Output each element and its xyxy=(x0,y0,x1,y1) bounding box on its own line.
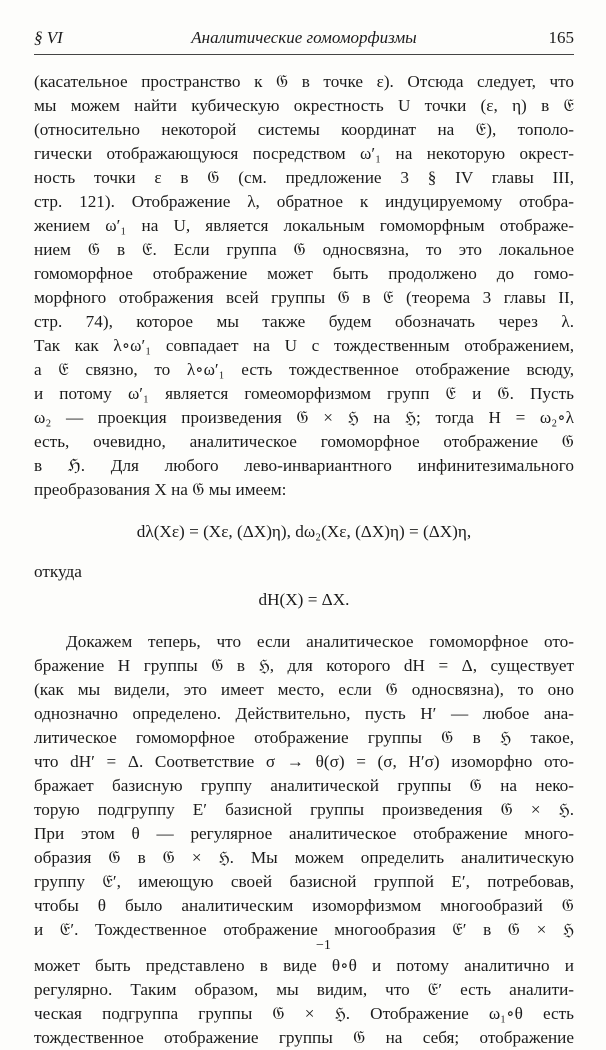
text-line: ω₂ — проекция произведения 𝔊 × ℌ на ℌ; тогда H = ω₂∘λ xyxy=(34,408,574,427)
text-line: тождественное отображение группы 𝔊 на себя; отображение xyxy=(34,1028,574,1047)
section-number: § VI xyxy=(34,28,63,47)
text-line: мы можем найти кубическую окрестность U точки (ε, η) в 𝔈 xyxy=(34,96,574,115)
text-line: При этом θ — регулярное аналитическое отображение много- xyxy=(34,824,574,843)
text-line: откуда xyxy=(34,562,82,581)
text-line: а 𝔈 связно, то λ∘ω′₁ есть тождественное отображение всюду, xyxy=(34,360,574,379)
text-line: гомоморфное отображение может быть продолжено до гомо- xyxy=(34,264,574,283)
text-line: (относительно некоторой системы координат на 𝔈), тополо- xyxy=(34,120,574,139)
text-line: торую подгруппу E′ базисной группы произведения 𝔊 × ℌ. xyxy=(34,800,574,819)
chapter-title: Аналитические гомоморфизмы xyxy=(191,28,417,47)
text-line: и 𝔈′. Тождественное отображение многообразия 𝔈′ в 𝔊 × ℌ xyxy=(34,920,574,939)
text-line: может быть представлено в виде θ∘θ и потому аналитично и xyxy=(34,956,574,975)
text-line: есть, очевидно, аналитическое гомоморфное отображение 𝔊 xyxy=(34,432,574,451)
text-line: Докажем теперь, что если аналитическое гомоморфное ото- xyxy=(66,632,574,651)
text-line: чтобы θ было аналитическим изоморфизмом многообразий 𝔊 xyxy=(34,896,574,915)
text-line: и потому ω′₁ является гомеоморфизмом групп 𝔈 и 𝔊. Пусть xyxy=(34,384,574,403)
text-line: образия 𝔊 в 𝔊 × ℌ. Мы можем определить аналитическую xyxy=(34,848,574,867)
formula-display: dH(X) = ΔX. xyxy=(258,590,350,609)
text-line: (как мы видели, это имеет место, если 𝔊 односвязна), то оно xyxy=(34,680,574,699)
text-line: ческая подгруппа группы 𝔊 × ℌ. Отображение ω₁∘θ есть xyxy=(34,1004,574,1023)
text-line: группу 𝔈′, имеющую своей базисной группой E′, потребовав, xyxy=(34,872,574,891)
text-line: в ℌ. Для любого лево-инвариантного инфинитезимального xyxy=(34,456,574,475)
text-line: бражение H группы 𝔊 в ℌ, для которого dH = Δ, существует xyxy=(34,656,574,675)
text-line: стр. 121). Отображение λ, обратное к индуцируемому отобра- xyxy=(34,192,574,211)
text-line: (касательное пространство к 𝔊 в точке ε). Отсюда следует, что xyxy=(34,72,574,91)
text-line: однозначно определено. Действительно, пусть H′ — любое ана- xyxy=(34,704,574,723)
page-number: 165 xyxy=(548,28,574,47)
text-line: Так как λ∘ω′₁ совпадает на U с тождественным отображением, xyxy=(34,336,574,355)
text-line: нием 𝔊 в 𝔈. Если группа 𝔊 односвязна, то это локальное xyxy=(34,240,574,259)
text-line: стр. 74), которое мы также будем обозначать через λ. xyxy=(34,312,574,331)
text-line: ность точки ε в 𝔊 (см. предложение 3 § IV главы III, xyxy=(34,168,574,187)
text-line: регулярно. Таким образом, мы видим, что 𝔈′ есть аналити- xyxy=(34,980,574,999)
text-line: литическое гомоморфное отображение группы 𝔊 в ℌ такое, xyxy=(34,728,574,747)
text-line: гически отображающуюся посредством ω′₁ на некоторую окрест- xyxy=(34,144,574,163)
text-line: морфного отображения всей группы 𝔊 в 𝔈 (теорема 3 главы II, xyxy=(34,288,574,307)
formula-display: dλ(Xε) = (Xε, (ΔX)η), dω₂(Xε, (ΔX)η) = (ΔX)η, xyxy=(136,522,472,541)
text-line: что dH′ = Δ. Соответствие σ → θ(σ) = (σ, H′σ) изоморфно ото- xyxy=(34,752,574,771)
inverse-superscript: −1 xyxy=(316,938,331,953)
text-line: преобразования X на 𝔊 мы имеем: xyxy=(34,480,287,499)
text-line: жением ω′₁ на U, является локальным гомоморфным отображе- xyxy=(34,216,574,235)
text-line: бражает базисную группу аналитической группы 𝔊 на неко- xyxy=(34,776,574,795)
running-head xyxy=(34,28,574,55)
